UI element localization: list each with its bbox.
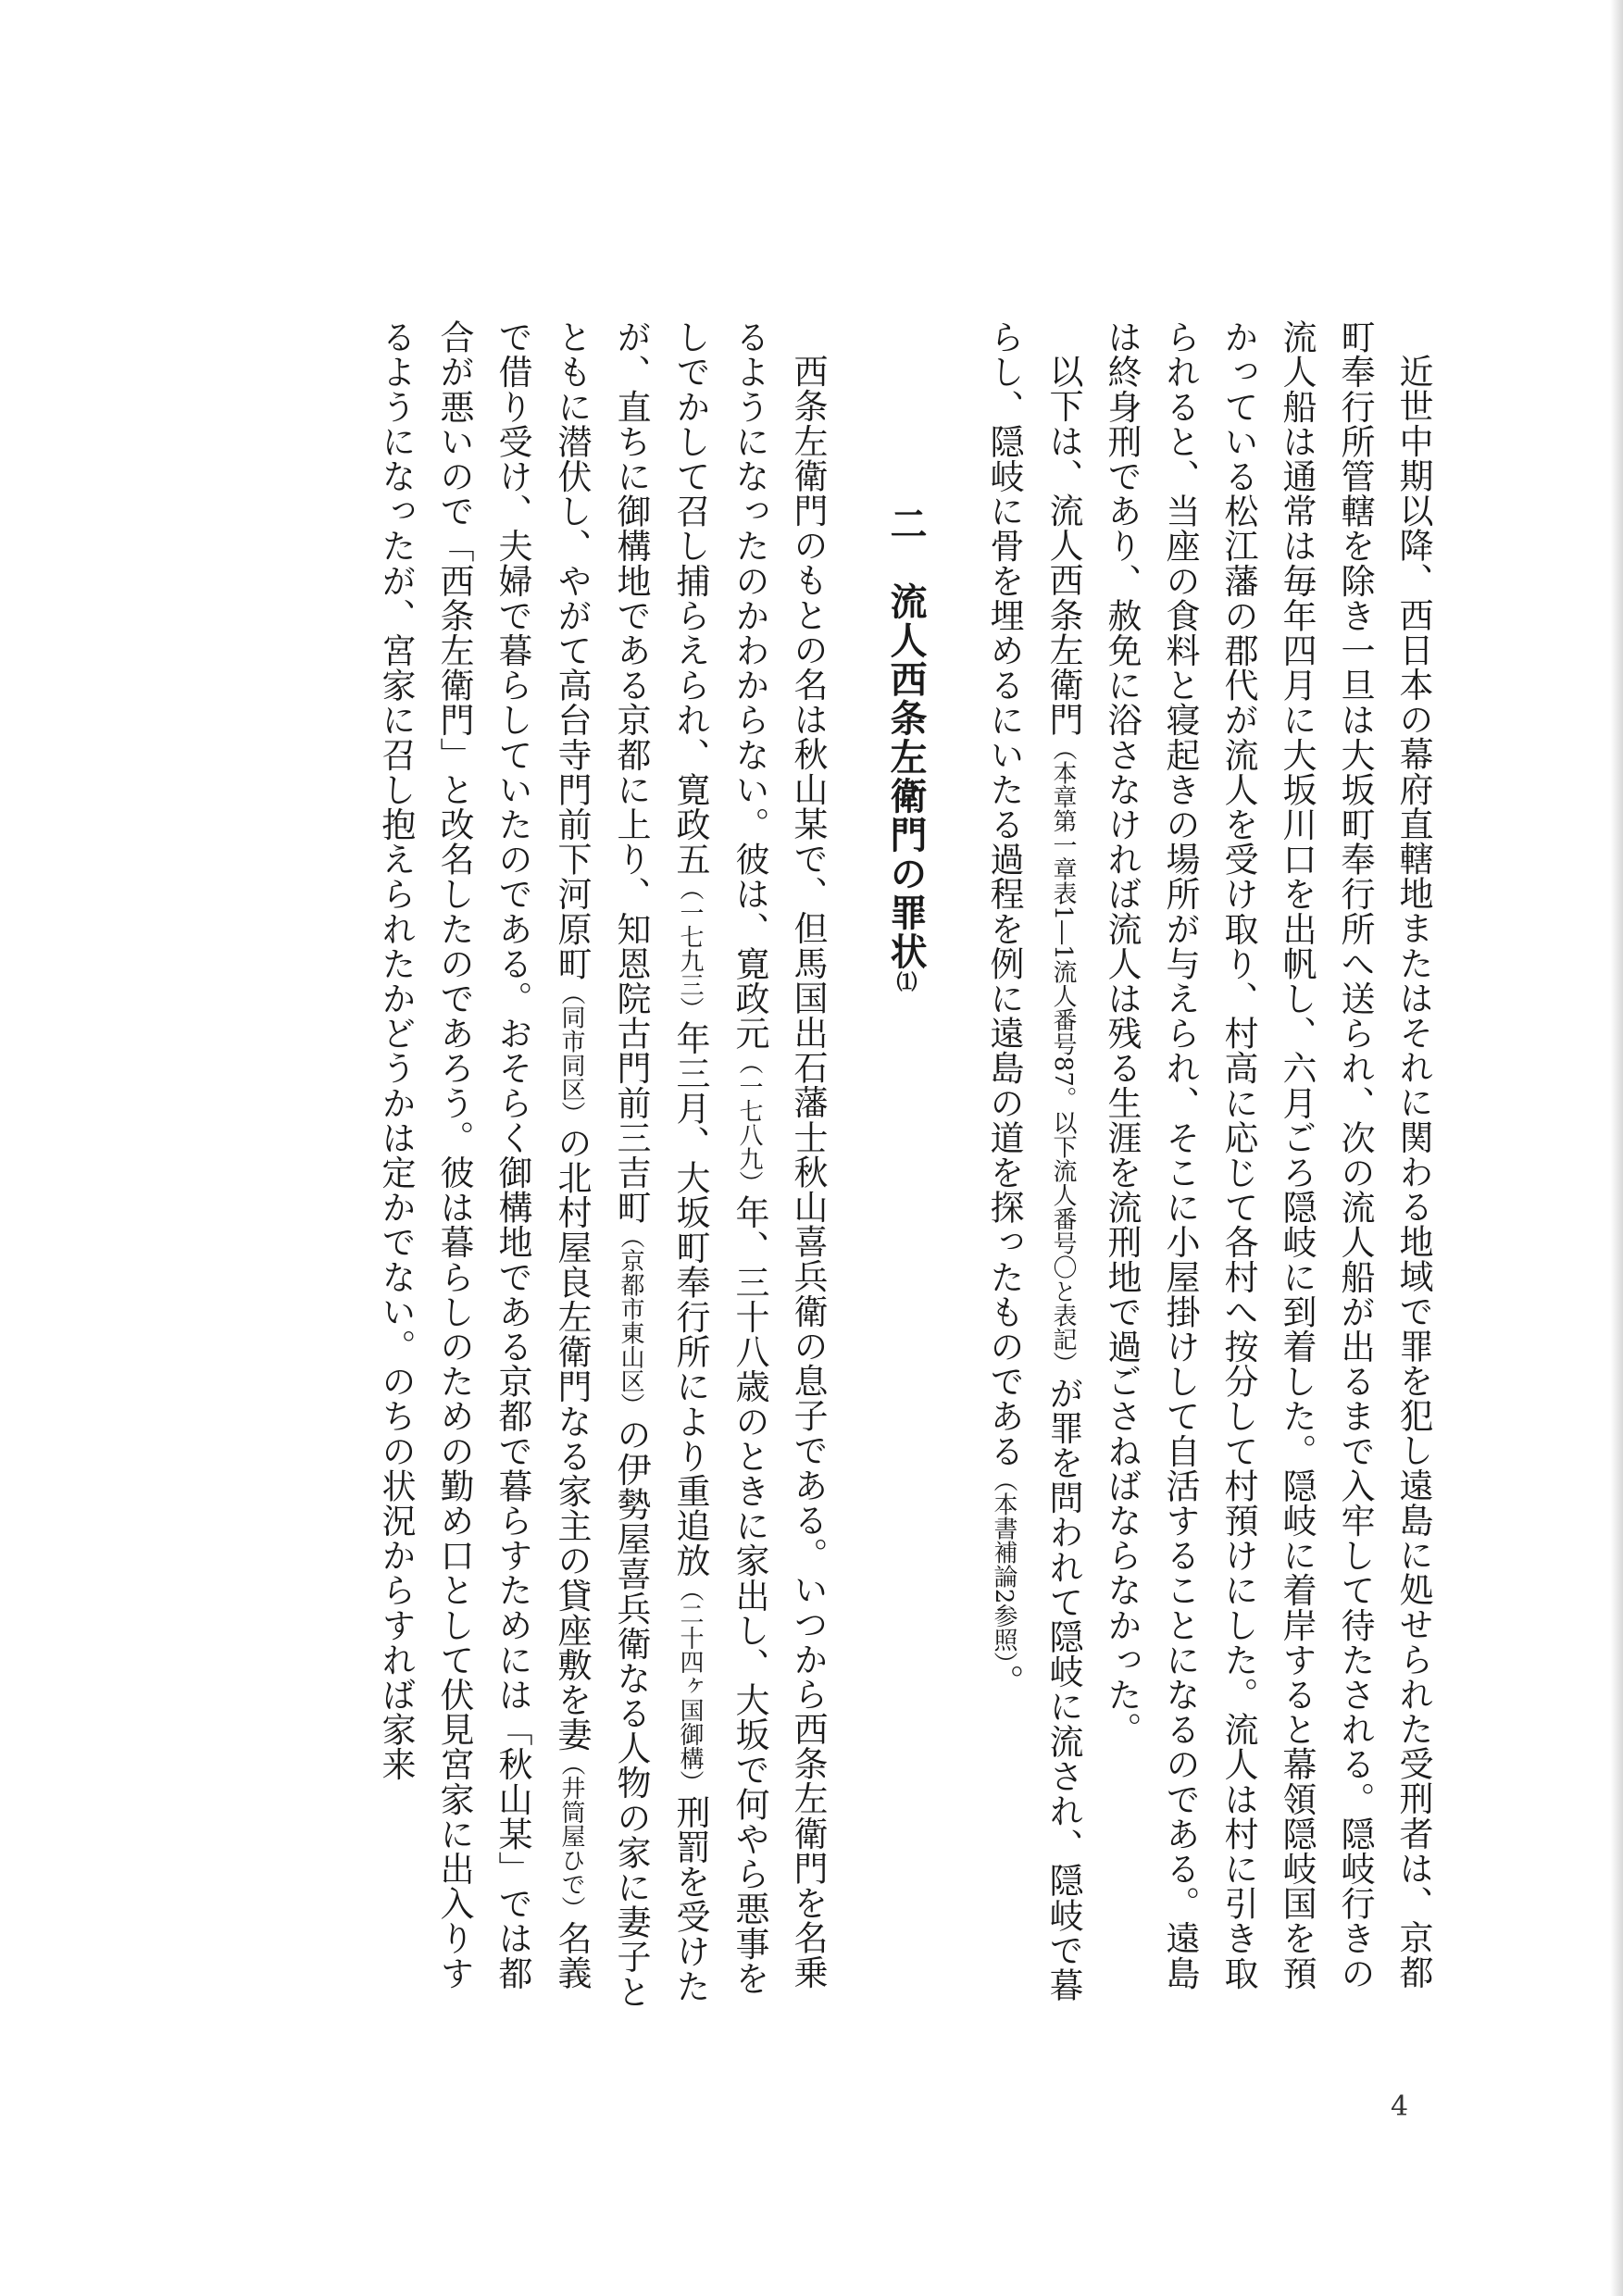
inline-note-5: （二十四ヶ国御構） [676,1578,704,1795]
paragraph-saijo-text-3: 年三月、大坂町奉行所により重追放 [670,1020,710,1578]
inline-note-6: （京都市東山区） [617,1224,644,1417]
section-heading [837,319,974,2014]
page-edge-shadow [1610,0,1623,2296]
inline-note-1: （本章第一章表1―1流人番号87。以下流人番号〇と表記） [1049,736,1077,1376]
page-number: 4 [1391,2090,1409,2123]
paragraph-saijo-text-1: 西条左衛門のもとの名は秋山某で、但馬国出石藩士秋山喜兵衛の息子である。いつから西条左衛門を名乗るようになったのかわからない。彼は、寛政元 [730,319,828,1990]
paragraph-overview-text-3: 。 [984,1664,1024,1699]
paragraph-intro: 近世中期以降、西日本の幕府直轄地またはそれに関わる地域で罪を犯し遠島に処せられた受刑者は、京都町奉行所管轄を除き一旦は大坂町奉行所へ送られ、次の流人船が出るまで入牢して待たされる。隠岐行きの流人船は通常は毎年四月に大坂川口を出帆し、六月ごろ隠岐に到着した。隠岐に着岸すると幕領隠岐国を預かっている松江藩の郡代が流人を受け取り、村高に応じて各村へ按分して村預けにした。流人は村に引き取られると、当座の食料と寝起きの場所が与えられ、そこに小屋掛けして自活することになるのである。遠島は終身刑であり、赦免に浴さなければ流人は残る生涯を流刑地で過ごさねばならなかった。 [1102,319,1433,1990]
inline-note-2: （本書補論2参照） [990,1467,1017,1665]
vertical-text-body [367,319,1442,2014]
paragraph-saijo-text-2: 年、三十八歳のときに家出し、大坂で何やら悪事をしでかして召し捕らえられ、寛政五 [670,319,769,1996]
paragraph-overview-text-1: 以下は、流人西条左衛門 [1043,354,1083,737]
footnote-ref[interactable]: ⑴ [893,971,918,993]
paragraph-saijo-text-6: の北村屋良左衛門なる家主の貸座敷を妻 [552,1125,592,1753]
paragraph-overview-text-2: が罪を問われて隠岐に流され、隠岐で暮らし、隠岐に骨を埋めるにいたる過程を例に遠島の道を探ったものである [984,319,1083,2003]
paragraph-saijo-text-4: 刑罰を受けたが、直ちに御構地である京都に上り、知恩院古門前三吉町 [611,319,710,2003]
inline-note-7: （同市同区） [557,980,585,1126]
inline-note-8: （井筒屋ひで） [557,1752,585,1921]
section-number: 二 [884,505,928,543]
inline-note-4: （一七九三） [676,876,704,1021]
inline-note-3: （一七八九） [735,1050,763,1195]
paragraph-saijo-text-7: 名義で借り受け、夫婦で暮らしていたのである。おそらく御構地である京都で暮らすためには「秋山某」では都合が悪いので「西条左衛門」と改名したのであろう。彼は暮らしのための勤め口として伏見宮家に出入りするようになったが、宮家に召し抱えられたかどうかは定かでない。のちの状況からすれば家来 [376,319,592,1990]
section-title: 流人西条左衛門の罪状 [884,582,928,971]
paragraph-saijo-text-5: の伊勢屋喜兵衛なる人物の家に妻子とともに潜伏し、やがて高台寺門前下河原町 [552,319,651,2009]
paragraph-saijo [367,319,837,2014]
paragraph-overview [974,319,1092,2014]
